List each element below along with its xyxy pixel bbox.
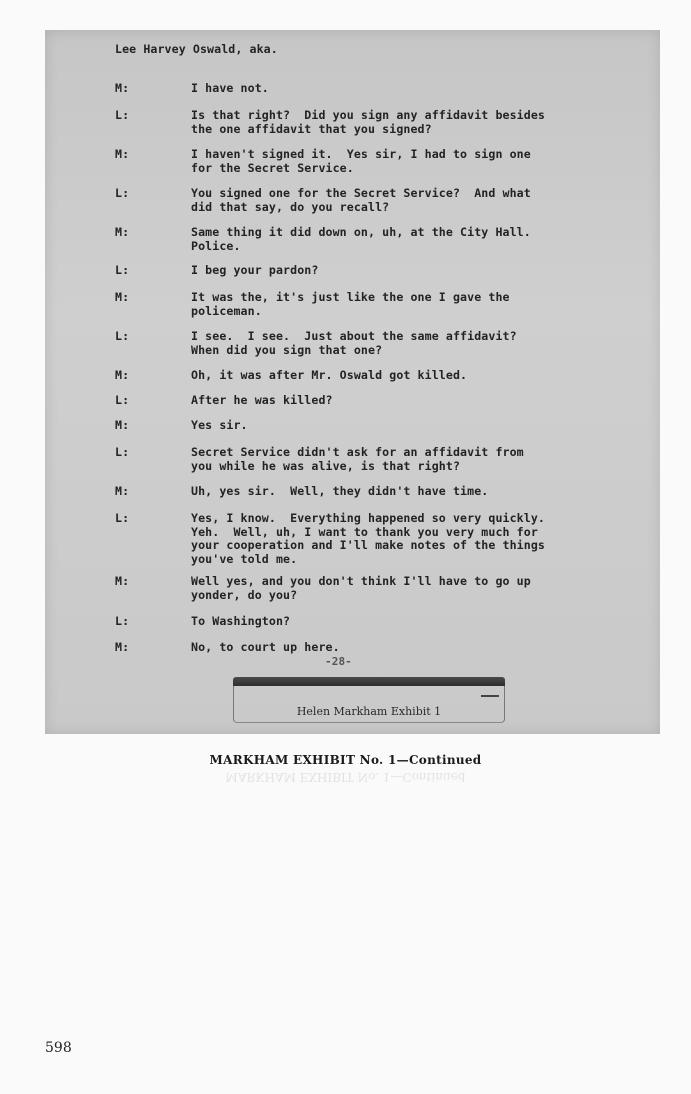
utterance-text: Uh, yes sir. Well, they didn't have time. [191,484,489,498]
page-number: 598 [45,1040,72,1056]
speaker-label: L: [115,445,130,459]
transcript-turn [115,512,655,566]
speaker-label: L: [115,186,130,200]
speaker-label: L: [115,614,130,628]
exhibit-stamp [233,677,505,725]
utterance-text: I see. I see. Just about the same affidavit? When did you sign that one? [191,329,517,357]
utterance-text: I beg your pardon? [191,263,319,277]
utterance-text: No, to court up here. [191,640,340,654]
utterance-text: To Washington? [191,614,291,628]
speaker-label: M: [115,225,130,239]
utterance-text: It was the, it's just like the one I gave the policeman. [191,290,510,318]
utterance-text: I haven't signed it. Yes sir, I had to sign one for the Secret Service. [191,147,531,175]
utterance-text: I have not. [191,81,269,95]
speaker-label: M: [115,574,130,588]
speaker-label: M: [115,290,130,304]
figure-caption: MARKHAM EXHIBIT No. 1—Continued [209,753,482,767]
stamp-tick [481,695,499,697]
speaker-label: L: [115,108,130,122]
speaker-label: M: [115,640,130,654]
utterance-text: You signed one for the Secret Service? And what did that say, do you recall? [191,186,531,214]
utterance-text: Yes sir. [191,418,248,432]
utterance-text: After he was killed? [191,393,333,407]
speaker-label: L: [115,329,130,343]
exhibit-photograph [45,30,660,734]
speaker-label: M: [115,147,130,161]
speaker-label: L: [115,511,130,525]
utterance-text: Well yes, and you don't think I'll have to go up yonder, do you? [191,574,531,602]
speaker-label: L: [115,263,130,277]
speaker-label: M: [115,484,130,498]
utterance-text: Oh, it was after Mr. Oswald got killed. [191,368,468,382]
exhibit-stamp-label: Helen Markham Exhibit 1 [296,705,442,718]
utterance-text: Same thing it did down on, uh, at the City Hall. Police. [191,225,531,253]
utterance-text: Yes, I know. Everything happened so very quickly. Yeh. Well, uh, I want to thank you very much for your cooperation and I'll make notes of the things you've told me. [191,511,546,566]
speaker-label: M: [115,418,130,432]
typed-page-number: -28- [325,655,352,668]
speaker-label: M: [115,368,130,382]
speaker-label: L: [115,393,130,407]
utterance-text: Secret Service didn't ask for an affidavit from you while he was alive, is that right? [191,445,524,473]
stamp-bar [233,677,505,686]
document-heading: Lee Harvey Oswald, aka. [115,42,278,56]
utterance-text: Is that right? Did you sign any affidavit besides the one affidavit that you signed? [191,108,546,136]
speaker-label: M: [115,81,130,95]
caption-bleed-through: MARKHAM EXHIBIT No. 1—Continued [225,770,466,784]
